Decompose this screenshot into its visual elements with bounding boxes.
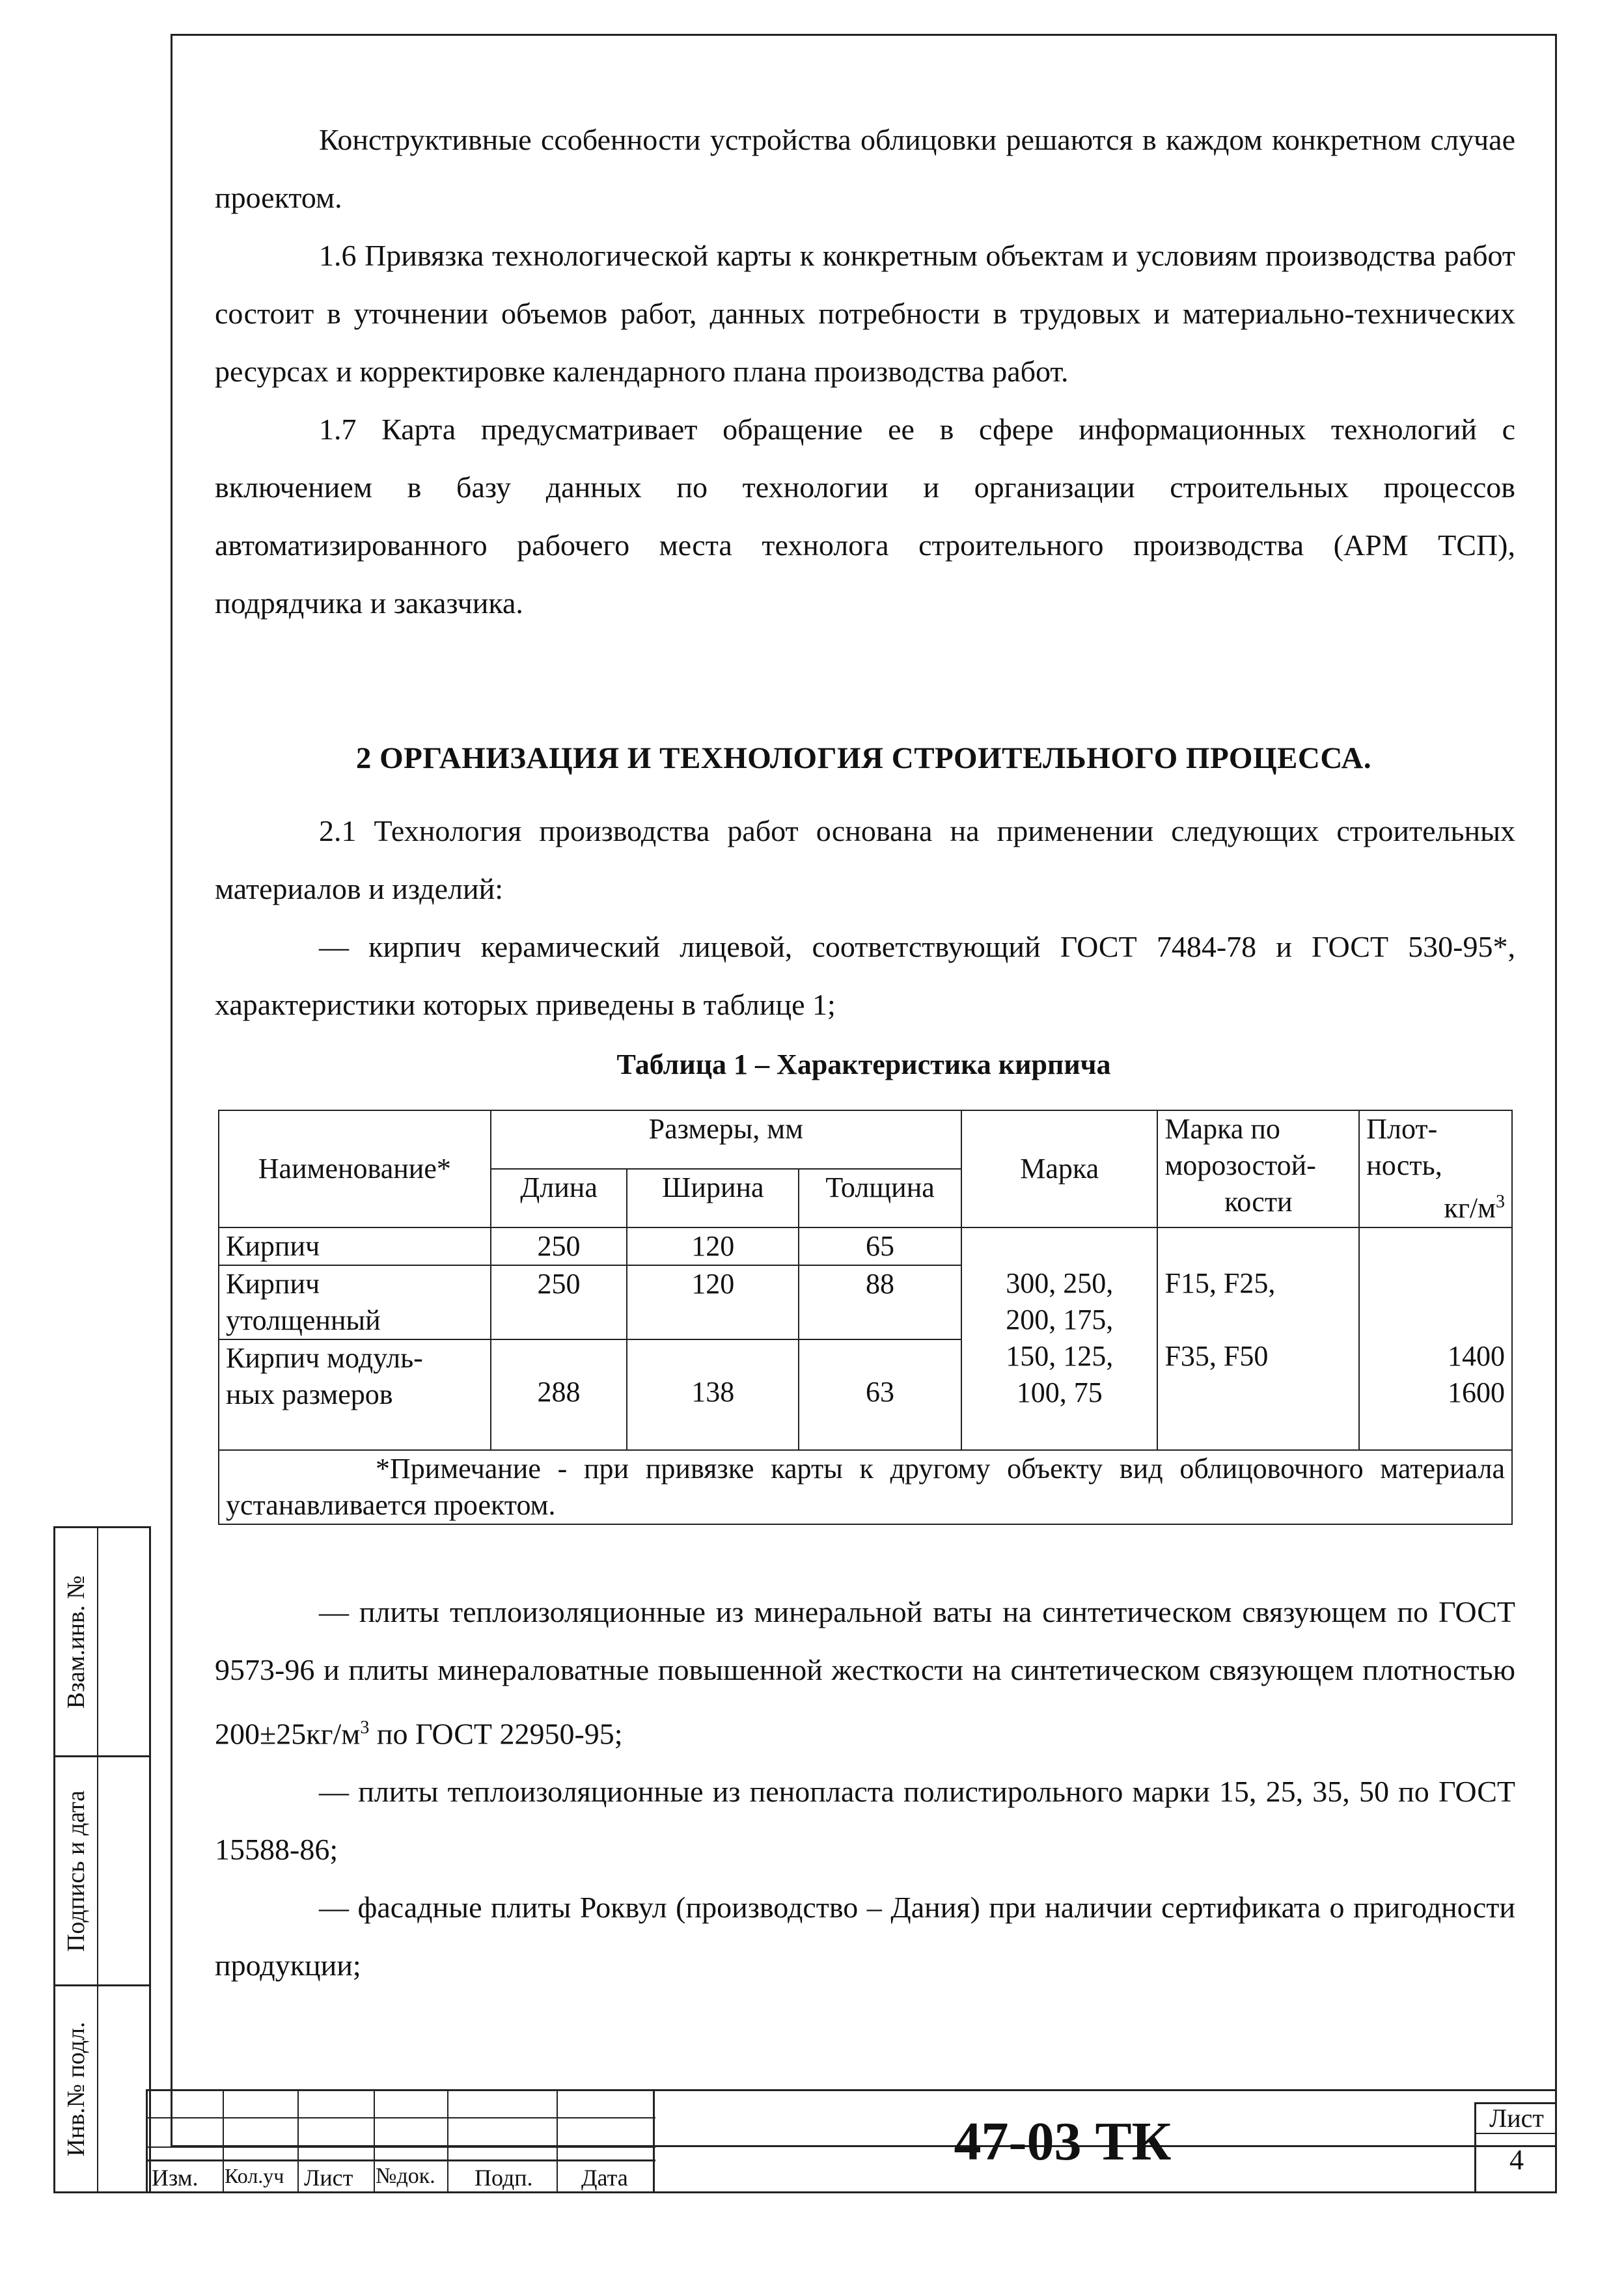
cell-grade bbox=[961, 1265, 1157, 1450]
stamp-label: Подпись и дата bbox=[62, 1790, 90, 1952]
table-note-row bbox=[219, 1450, 1512, 1524]
stamp-signature-date bbox=[53, 1755, 151, 1986]
insulation-text bbox=[215, 1583, 1515, 1994]
intro-text bbox=[215, 111, 1515, 632]
document-code: 47-03 ТК bbox=[954, 2111, 1172, 2172]
paragraph: — кирпич керамический лицевой, соответствующий ГОСТ 7484-78 и ГОСТ 530-95*, характеристики которых приведены в таблице 1; bbox=[215, 930, 1515, 1021]
materials-text bbox=[215, 802, 1515, 1034]
header-frost-line: морозостой- bbox=[1164, 1149, 1316, 1181]
grade-line: 200, 175, bbox=[1006, 1303, 1114, 1336]
cell-length: 250 bbox=[491, 1227, 627, 1265]
col-podp: Подп. bbox=[475, 2165, 533, 2191]
frost-line: F35, F50 bbox=[1164, 1339, 1269, 1372]
col-data: Дата bbox=[581, 2165, 628, 2191]
col-kolych: Кол.уч bbox=[225, 2164, 284, 2187]
cell-length: 250 bbox=[491, 1265, 627, 1339]
density-line: 1600 bbox=[1448, 1376, 1505, 1408]
cell-density bbox=[1359, 1227, 1512, 1265]
grade-line: 150, 125, bbox=[1006, 1339, 1114, 1372]
spacer bbox=[226, 1413, 484, 1449]
frost-line: F15, F25, bbox=[1164, 1267, 1276, 1299]
paragraph: 1.6 Привязка технологической карты к конкретным объектам и условиям производства работ состоит в уточнении объемов работ, данных потребности в трудовых и материально-технических ресурсах и корректировке календарного плана производства работ. bbox=[215, 239, 1515, 388]
cell-length: 288 bbox=[491, 1339, 627, 1450]
header-density bbox=[1359, 1110, 1512, 1227]
table-row bbox=[219, 1227, 1512, 1265]
header-frost-line: кости bbox=[1224, 1186, 1293, 1218]
sheet-number: 4 bbox=[1509, 2144, 1524, 2176]
cell-name-line: Кирпич модуль- bbox=[226, 1341, 423, 1374]
paragraph-text: — плиты теплоизоляционные из минеральной ваты на синтетическом связующем по ГОСТ 9573-96 и плиты минераловатные повышенной жесткости на синтетическом связующем плотностью 200±25кг/м bbox=[215, 1595, 1515, 1751]
header-density-line: ность, bbox=[1366, 1149, 1442, 1181]
section-heading: 2 ОРГАНИЗАЦИЯ И ТЕХНОЛОГИЯ СТРОИТЕЛЬНОГО ПРОЦЕССА. bbox=[355, 741, 1372, 775]
col-ndok: №док. bbox=[376, 2164, 435, 2188]
table-note: *Примечание - при привязке карты к другому объекту вид облицовочного материала устанавливается проектом. bbox=[219, 1450, 1512, 1524]
brick-table bbox=[218, 1110, 1513, 1525]
header-density-line: Плот- bbox=[1366, 1113, 1438, 1145]
cell-thickness: 65 bbox=[799, 1227, 961, 1265]
col-izm: Изм. bbox=[152, 2165, 199, 2191]
sheet-number-box bbox=[1474, 2102, 1557, 2193]
header-width: Ширина bbox=[627, 1169, 799, 1227]
cell-frost bbox=[1157, 1265, 1359, 1450]
header-length: Длина bbox=[491, 1169, 627, 1227]
table-row bbox=[219, 1265, 1512, 1339]
cell-width: 120 bbox=[627, 1227, 799, 1265]
header-density-line bbox=[1366, 1184, 1505, 1227]
paragraph: — плиты теплоизоляционные из пенопласта полистирольного марки 15, 25, 35, 50 по ГОСТ 15588-86; bbox=[215, 1775, 1515, 1867]
header-name: Наименование* bbox=[219, 1110, 491, 1227]
unit-superscript: 3 bbox=[360, 1718, 370, 1738]
paragraph: 1.7 Карта предусматривает обращение ее в сфере информационных технологий с включением в базу данных по технологии и организации строительных процессов автоматизированного рабочего места технолога строительного производства (АРМ ТСП), подрядчика и заказчика. bbox=[215, 413, 1515, 620]
cell-name-line: утолщенный bbox=[226, 1304, 381, 1336]
stamp-replacement-inv bbox=[53, 1526, 151, 1757]
stamp-original-inv bbox=[53, 1984, 151, 2193]
cell-density bbox=[1359, 1265, 1512, 1450]
paragraph: Конструктивные ссобенности устройства облицовки решаются в каждом конкретном случае проектом. bbox=[215, 123, 1515, 214]
cell-name: Кирпич bbox=[219, 1227, 491, 1265]
density-line: 1400 bbox=[1448, 1339, 1505, 1372]
spacer bbox=[1164, 1302, 1352, 1338]
spacer bbox=[1366, 1265, 1505, 1338]
paragraph: — фасадные плиты Роквул (производство – Дания) при наличии сертификата о пригодности продукции; bbox=[215, 1891, 1515, 1982]
table-caption: Таблица 1 – Характеристика кирпича bbox=[616, 1049, 1111, 1080]
header-grade: Марка bbox=[961, 1110, 1157, 1227]
header-sizes: Размеры, мм bbox=[491, 1110, 961, 1169]
stamp-label: Инв.№ подл. bbox=[62, 2021, 90, 2157]
header-density-unit: кг/м bbox=[1444, 1192, 1496, 1224]
header-thickness: Толщина bbox=[799, 1169, 961, 1227]
cell-width: 138 bbox=[627, 1339, 799, 1450]
sheet-label: Лист bbox=[1476, 2104, 1557, 2134]
stamp-label: Взам.инв. № bbox=[62, 1575, 90, 1708]
cell-name bbox=[219, 1265, 491, 1339]
grade-line: 100, 75 bbox=[1016, 1376, 1103, 1408]
cell-frost bbox=[1157, 1227, 1359, 1265]
cell-grade bbox=[961, 1227, 1157, 1265]
table-header-row bbox=[219, 1110, 1512, 1169]
revision-grid bbox=[148, 2091, 655, 2191]
paragraph bbox=[215, 1583, 1515, 1762]
cell-name-line: Кирпич bbox=[226, 1267, 320, 1300]
cell-name-line: ных размеров bbox=[226, 1378, 393, 1410]
paragraph: 2.1 Технология производства работ основана на применении следующих строительных материалов и изделий: bbox=[215, 814, 1515, 905]
paragraph-text: по ГОСТ 22950-95; bbox=[369, 1717, 623, 1751]
col-list: Лист bbox=[304, 2165, 353, 2191]
cell-thickness: 88 bbox=[799, 1265, 961, 1339]
cell-width: 120 bbox=[627, 1265, 799, 1339]
header-frost bbox=[1157, 1110, 1359, 1227]
header-frost-line: Марка по bbox=[1164, 1113, 1280, 1145]
grade-line: 300, 250, bbox=[1006, 1267, 1114, 1299]
cell-thickness: 63 bbox=[799, 1339, 961, 1450]
unit-superscript: 3 bbox=[1496, 1192, 1505, 1212]
cell-name bbox=[219, 1339, 491, 1450]
